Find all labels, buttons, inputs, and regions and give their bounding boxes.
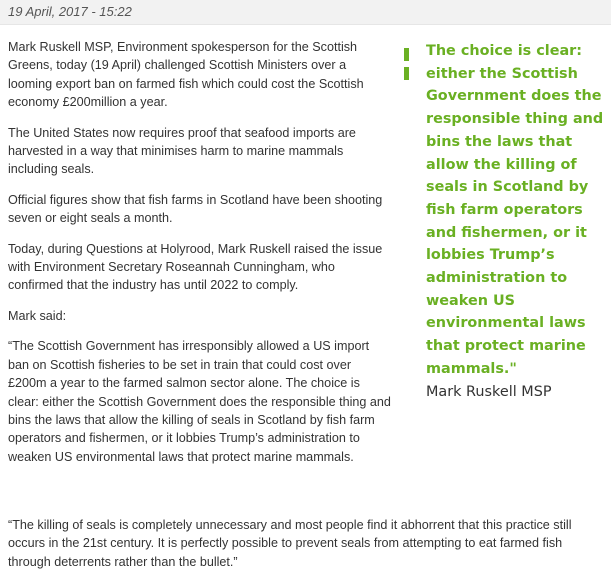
pull-quote-text: The choice is clear: either the Scottish Government does the responsible thing and bins the laws that allow the killing of seals in Scotland by fish farm operators and fishermen, or it lobbies Trump’s administration to weaken US environmental laws that protect marine mammals." <box>426 43 604 377</box>
quote-mark-icon <box>404 46 419 59</box>
pull-quote-author: Mark Ruskell MSP <box>426 383 552 400</box>
article-paragraph: “The killing of seals is completely unnecessary and most people find it abhorrent that this practice still occurs in the 21st century. It is perfectly possible to prevent seals from attempting to eat farmed fish through deterrents rather than the bullet.” <box>8 518 572 569</box>
article-body <box>8 38 393 478</box>
article-paragraph: Official figures show that fish farms in Scotland have been shooting seven or eight seals a month. <box>8 192 383 226</box>
article-paragraph: Today, during Questions at Holyrood, Mark Ruskell raised the issue with Environment Secretary Roseannah Cunningham, who confirmed that the industry has until 2022 to comply. <box>8 241 383 293</box>
article-paragraph: Mark Ruskell MSP, Environment spokesperson for the Scottish Greens, today (19 April) challenged Scottish Ministers over a looming export ban on farmed fish which could cost the Scottish economy £200million a year. <box>8 40 364 110</box>
article-paragraph: Mark said: <box>8 308 67 323</box>
publish-date: 19 April, 2017 - 15:22 <box>8 4 132 19</box>
article-paragraph: The United States now requires proof that seafood imports are harvested in a way that minimises harm to marine mammals including seals. <box>8 125 356 177</box>
article-paragraph: “The Scottish Government has irresponsibly allowed a US import ban on Scottish fisheries to be set in train that could cost over £200m a year to the farmed salmon sector alone. The choice is clear: either the Scottish Government does the responsible thing and bins the laws that allow the killing of seals in Scotland by fish farm operators and fishermen, or it lobbies Trump’s administration to weaken US environmental laws that protect marine mammals. <box>8 339 391 464</box>
pull-quote <box>404 40 604 403</box>
date-bar <box>0 0 611 25</box>
article-closing <box>8 516 608 571</box>
